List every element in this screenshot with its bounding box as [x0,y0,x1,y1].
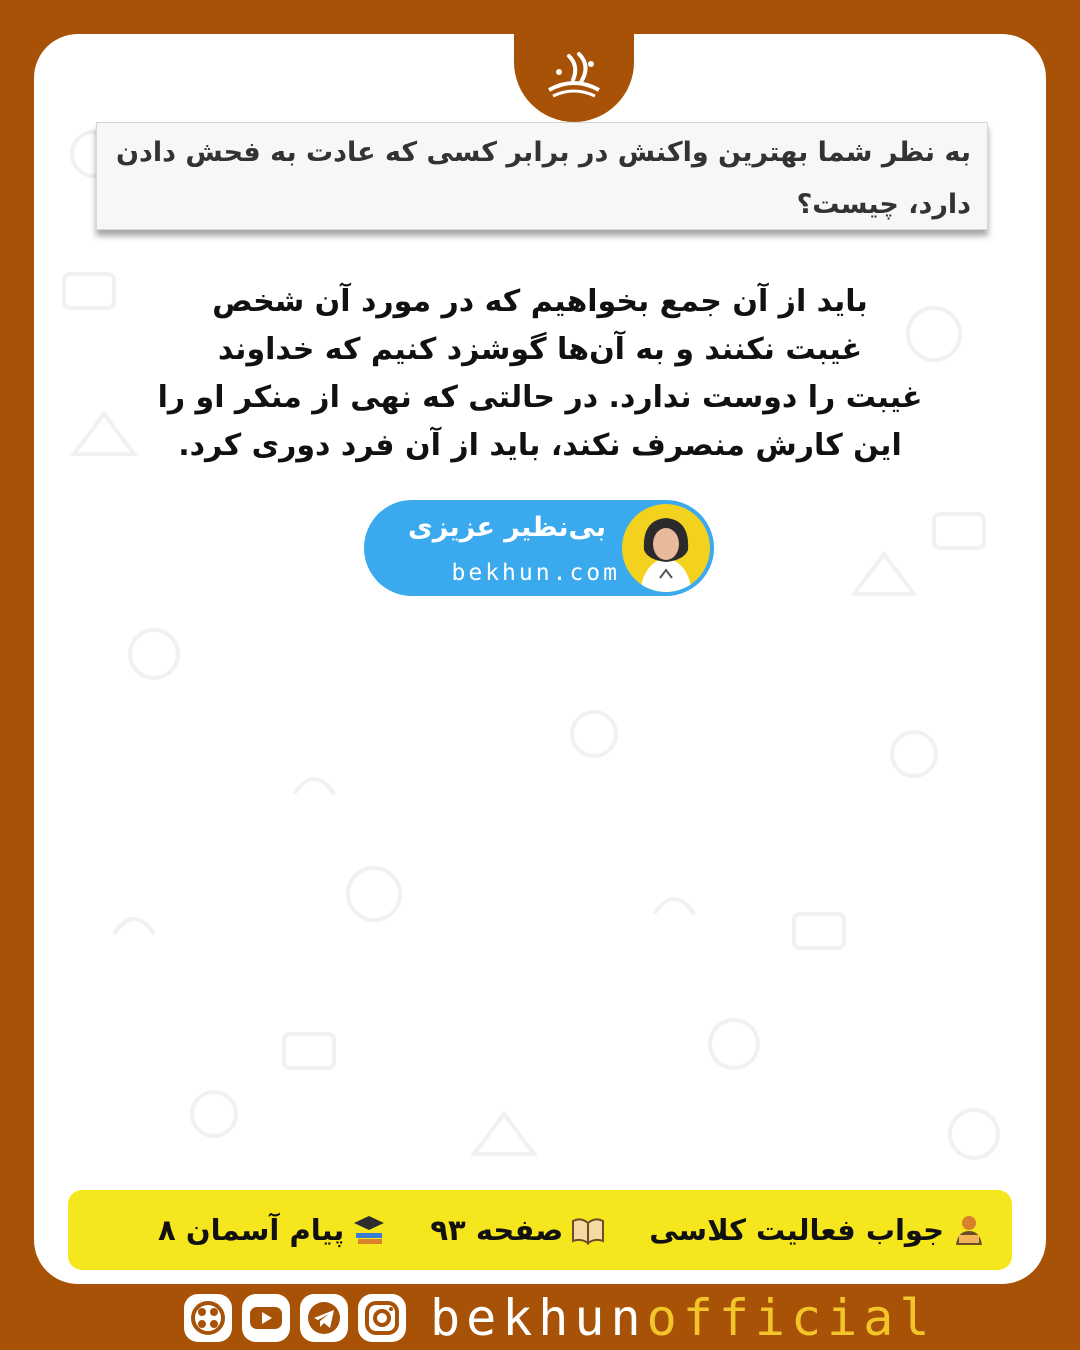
youtube-link[interactable] [242,1294,290,1342]
answer-text [150,278,930,470]
answer-line: غیبت نکنند و به آن‌ها گوشزد کنیم که خداوند [217,332,863,367]
student-icon [952,1213,986,1247]
answer-line: غیبت را دوست ندارد. در حالتی که نهی از منکر او را [157,380,923,415]
author-site: bekhun.com [451,560,620,586]
footer-page-label: صفحه ۹۳ [430,1213,564,1247]
question-box [96,122,988,230]
graduation-books-icon [352,1213,386,1247]
footer-book [158,1213,386,1247]
aparat-icon [190,1300,226,1336]
social-bar [184,1286,935,1350]
avatar-icon [622,504,710,592]
youtube-icon [248,1300,284,1336]
aparat-link[interactable] [184,1294,232,1342]
brand-handle-part2: official [646,1289,936,1347]
footer-page [430,1213,605,1247]
author-name: بی‌نظیر عزیزی [407,512,606,543]
footer-info-bar [68,1190,1012,1270]
answer-line: این کارش منصرف نکند، باید از آن فرد دوری کرد. [178,428,902,463]
brand-handle [430,1286,935,1350]
answer-line: باید از آن جمع بخواهیم که در مورد آن شخص [212,284,868,319]
footer-book-label: پیام آسمان ۸ [158,1213,345,1247]
instagram-link[interactable] [358,1294,406,1342]
bekhun-logo-icon [539,46,609,110]
author-avatar [622,504,710,592]
question-text: به نظر شما بهترین واکنش در برابر کسی که عادت به فحش دادن دارد، چیست؟ [116,137,971,220]
author-badge[interactable] [364,500,714,596]
telegram-link[interactable] [300,1294,348,1342]
footer-activity-label: جواب فعالیت کلاسی [649,1213,944,1247]
instagram-icon [364,1300,400,1336]
footer-activity [649,1213,986,1247]
brand-handle-part1: bekhun [430,1289,647,1347]
telegram-icon [306,1300,342,1336]
open-book-icon [571,1213,605,1247]
